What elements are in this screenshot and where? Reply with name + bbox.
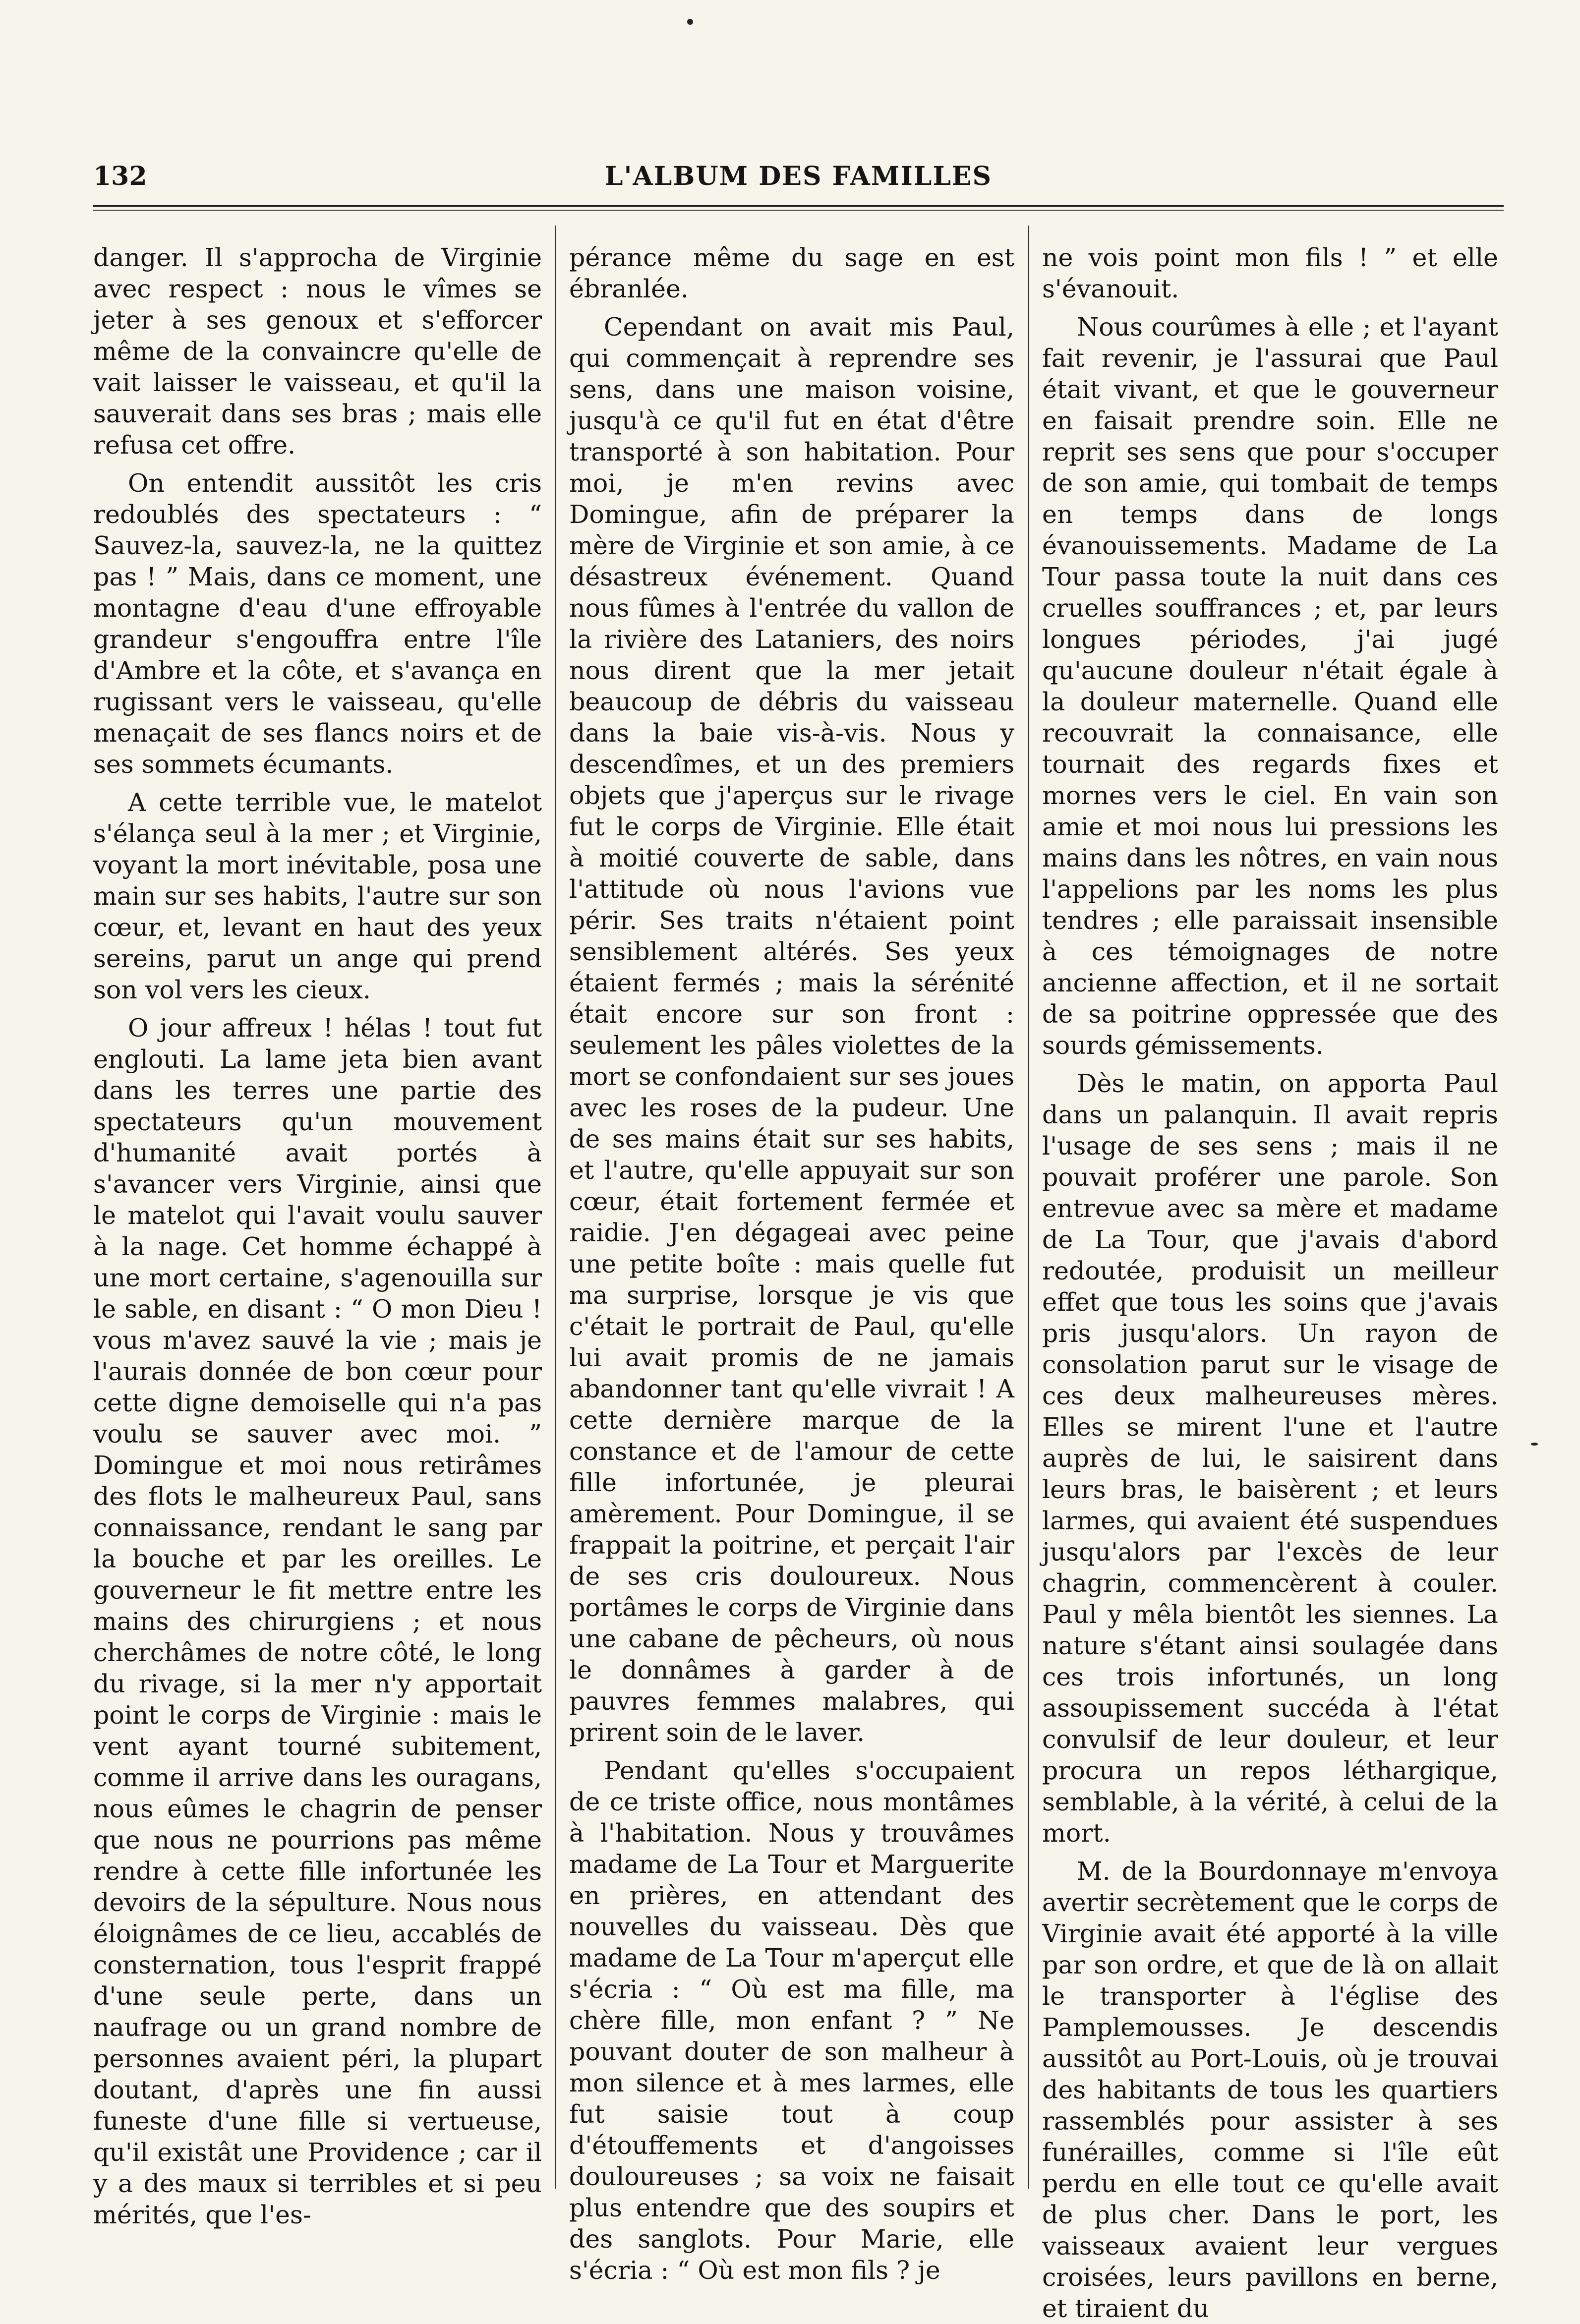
ink-speck (687, 19, 693, 25)
running-header (93, 161, 1504, 206)
paragraph: Dès le matin, on apporta Paul dans un palanquin. Il avait repris l'usage de ses sens ; mais il ne pouvait proférer une parole. Son entrevue avec sa mère et madame de La Tour, que j'avais d'abord redoutée, produisit un meilleur effet que tous les soins que j'avais pris jusqu'alors. Un rayon de consolation parut sur le visage de ces deux malheureuses mères. Elles se mirent l'une et l'autre auprès de lui, le saisirent dans leurs bras, le baisèrent ; et leurs larmes, qui avaient été suspendues jusqu'alors par l'excès de leur chagrin, commencèrent à couler. Paul y mêla bientôt les siennes. La nature s'étant ainsi soulagée dans ces trois infortunés, un long assoupissement succéda à l'état convulsif de leur douleur, et leur procura un repos léthargique, semblable, à la vérité, à celui de la mort. (1042, 1069, 1498, 1848)
paragraph: Cependant on avait mis Paul, qui commençait à reprendre ses sens, dans une maison voisine, jusqu'à ce qu'il fut en état d'être transporté à son habitation. Pour moi, je m'en revins avec Domingue, afin de préparer la mère de Virginie et son amie, à ce désastreux événement. Quand nous fûmes à l'entrée du vallon de la rivière des Lataniers, des noirs nous dirent que la mer jetait beaucoup de débris du vaisseau dans la baie vis-à-vis. Nous y descendîmes, et un des premiers objets que j'aperçus sur le rivage fut le corps de Virginie. Elle était à moitié couverte de sable, dans l'attitude où nous l'avions vue périr. Ses traits n'étaient point sensiblement altérés. Ses yeux étaient fermés ; mais la sérénité était encore sur son front : seulement les pâles violettes de la mort se confondaient sur ses joues avec les roses de la pudeur. Une de ses mains était sur ses habits, et l'autre, qu'elle appuyait sur son cœur, était fortement fermée et raidie. J'en dégageai avec peine une petite boîte : mais quelle fut ma surprise, lorsque je vis que c'était le portrait de Paul, qu'elle lui avait promis de ne jamais abandonner tant qu'elle vivrait ! A cette dernière marque de la constance et de l'amour de cette fille infortunée, je pleurai amèrement. Pour Domingue, il se frappait la poitrine, et perçait l'air de ses cris douloureux. Nous portâmes le corps de Virginie dans une cabane de pêcheurs, où nous le donnâmes à garder à de pauvres femmes malabres, qui prirent soin de le laver. (569, 312, 1014, 1747)
running-title: L'ALBUM DES FAMILLES (604, 161, 993, 191)
page-number: 132 (93, 161, 147, 191)
header-rule (93, 205, 1504, 207)
paragraph: Nous courûmes à elle ; et l'ayant fait revenir, je l'assurai que Paul était vivant, et que le gouverneur en faisait prendre soin. Elle ne reprit ses sens que pour s'occuper de son amie, qui tombait de temps en temps dans de longs évanouissements. Madame de La Tour passa toute la nuit dans ces cruelles souffrances ; et, par leurs longues périodes, j'ai jugé qu'aucune douleur n'était égale à la douleur maternelle. Quand elle recouvrait la connaisance, elle tournait des regards fixes et mornes vers le ciel. En vain son amie et moi nous lui pressions les mains dans les nôtres, en vain nous l'appelions par les noms les plus tendres ; elle paraissait insensible à ces témoignages de notre ancienne affection, et il ne sortait de sa poitrine oppressée que des sourds gémissements. (1042, 312, 1498, 1060)
header-rule-thin (93, 210, 1504, 211)
paragraph: pérance même du sage en est ébranlée. (569, 243, 1014, 303)
paragraph: danger. Il s'approcha de Virginie avec respect : nous le vîmes se jeter à ses genoux et s'efforcer même de la convaincre qu'elle de vait laisser le vaisseau, et qu'il la sauverait dans ses bras ; mais elle refusa cet offre. (93, 243, 542, 460)
column-divider (555, 226, 556, 2189)
paragraph: O jour affreux ! hélas ! tout fut englouti. La lame jeta bien avant dans les terres une partie des spectateurs qu'un mouvement d'humanité avait portés à s'avancer vers Virginie, ainsi que le matelot qui l'avait voulu sauver à la nage. Cet homme échappé à une mort certaine, s'agenouilla sur le sable, en disant : “ O mon Dieu ! vous m'avez sauvé la vie ; mais je l'aurais donnée de bon cœur pour cette digne demoiselle qui n'a pas voulu se sauver avec moi. ” Domingue et moi nous retirâmes des flots le malheureux Paul, sans connaissance, rendant le sang par la bouche et par les oreilles. Le gouverneur le fit mettre entre les mains des chirurgiens ; et nous cherchâmes de notre côté, le long du rivage, si la mer n'y apportait point le corps de Virginie : mais le vent ayant tourné subitement, comme il arrive dans les ouragans, nous eûmes le chagrin de penser que nous ne pourrions pas même rendre à cette fille infortunée les devoirs de la sépulture. Nous nous éloignâmes de ce lieu, accablés de consternation, tous l'esprit frappé d'une seule perte, dans un naufrage ou un grand nombre de personnes avaient péri, la plupart doutant, d'après une fin aussi funeste d'une fille si vertueuse, qu'il existât une Providence ; car il y a des maux si terribles et si peu mérités, que l'es- (93, 1013, 542, 2229)
text-column-1 (93, 242, 542, 2229)
ink-speck (1531, 1443, 1538, 1446)
paragraph: On entendit aussitôt les cris redoublés des spectateurs : “ Sauvez-la, sauvez-la, ne la quittez pas ! ” Mais, dans ce moment, une montagne d'eau d'une effroyable grandeur s'engouffra entre l'île d'Ambre et la côte, et s'avança en rugissant vers le vaisseau, qu'elle menaçait de ses flancs noirs et de ses sommets écumants. (93, 468, 542, 779)
paragraph: ne vois point mon fils ! ” et elle s'évanouit. (1042, 243, 1498, 303)
column-divider (1028, 226, 1029, 2189)
text-column-2 (569, 242, 1014, 2285)
paragraph: Pendant qu'elles s'occupaient de ce triste office, nous montâmes à l'habitation. Nous y trouvâmes madame de La Tour et Marguerite en prières, en attendant des nouvelles du vaisseau. Dès que madame de La Tour m'aperçut elle s'écria : “ Où est ma fille, ma chère fille, mon enfant ? ” Ne pouvant douter de son malheur à mon silence et à mes larmes, elle fut saisie tout à coup d'étouffements et d'angoisses douloureuses ; sa voix ne faisait plus entendre que des soupirs et des sanglots. Pour Marie, elle s'écria : “ Où est mon fils ? je (569, 1756, 1014, 2285)
paragraph: M. de la Bourdonnaye m'envoya avertir secrètement que le corps de Virginie avait été apporté à la ville par son ordre, et que de là on allait le transporter à l'église des Pamplemousses. Je descendis aussitôt au Port-Louis, où je trouvai des habitants de tous les quartiers rassemblés pour assister à ses funérailles, comme si l'île eût perdu en elle tout ce qu'elle avait de plus cher. Dans le port, les vaisseaux avaient leur vergues croisées, leurs pavillons en berne, et tiraient du (1042, 1857, 1498, 2323)
text-column-3 (1042, 242, 1498, 2323)
paragraph: A cette terrible vue, le matelot s'élança seul à la mer ; et Virginie, voyant la mort inévitable, posa une main sur ses habits, l'autre sur son cœur, et, levant en haut des yeux sereins, parut un ange qui prend son vol vers les cieux. (93, 788, 542, 1004)
